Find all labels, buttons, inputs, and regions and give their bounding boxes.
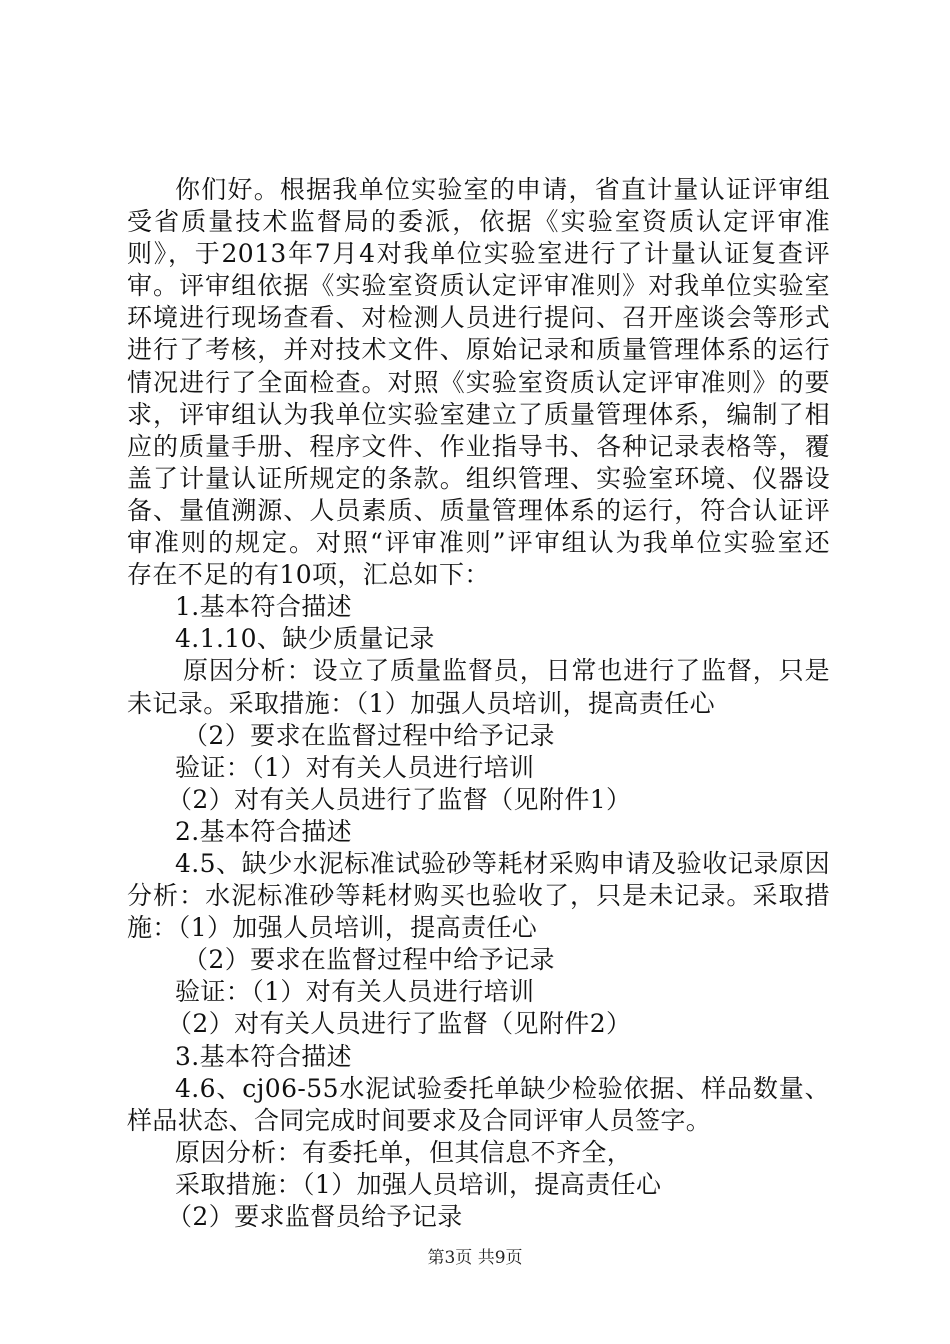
text-line: 受省质量技术监督局的委派，依据《实验室资质认定评审准 <box>127 207 830 237</box>
text-line: 审准则的规定。对照“评审准则”评审组认为我单位实验室还 <box>127 528 830 558</box>
text-line: 未记录。采取措施：（1）加强人员培训，提高责任心 <box>127 688 716 718</box>
text-line: 你们好。根据我单位实验室的申请，省直计量认证评审组 <box>175 175 830 204</box>
text-line: 样品状态、合同完成时间要求及合同评审人员签字。 <box>127 1105 712 1135</box>
text-line: 验证：（1）对有关人员进行培训 <box>175 752 535 782</box>
text-line: （2）要求监督员给予记录 <box>167 1202 463 1231</box>
text-line: 则》，于2013年7月4对我单位实验室进行了计量认证复查评 <box>127 239 830 269</box>
text-line: （2）要求在监督过程中给予记录 <box>183 945 555 975</box>
text-line: 3.基本符合描述 <box>175 1041 353 1071</box>
text-line: 原因分析：设立了质量监督员，日常也进行了监督，只是 <box>183 656 830 686</box>
document-body <box>127 174 830 1233</box>
text-line: 施：（1）加强人员培训，提高责任心 <box>127 913 538 943</box>
text-line: 2.基本符合描述 <box>175 816 353 846</box>
text-line: 4.1.10、缺少质量记录 <box>175 624 435 654</box>
text-line: （2）要求在监督过程中给予记录 <box>183 720 555 750</box>
text-line: 情况进行了全面检查。对照《实验室资质认定评审准则》的要 <box>127 367 830 397</box>
text-line: （2）对有关人员进行了监督（见附件1） <box>167 784 632 814</box>
text-line: 1.基本符合描述 <box>175 592 353 622</box>
text-line: 分析：水泥标准砂等耗材购买也验收了，只是未记录。采取措 <box>127 881 830 911</box>
text-line: 4.5、缺少水泥标准试验砂等耗材采购申请及验收记录原因 <box>175 848 830 878</box>
text-line: 应的质量手册、程序文件、作业指导书、各种记录表格等，覆 <box>127 431 830 461</box>
text-line: 进行了考核，并对技术文件、原始记录和质量管理体系的运行 <box>127 335 830 365</box>
text-line: 求，评审组认为我单位实验室建立了质量管理体系，编制了相 <box>127 399 830 429</box>
text-line: 4.6、cj06-55水泥试验委托单缺少检验依据、样品数量、 <box>175 1073 830 1103</box>
text-line: 原因分析：有委托单，但其信息不齐全， <box>175 1137 633 1167</box>
text-line: 环境进行现场查看、对检测人员进行提问、召开座谈会等形式 <box>127 303 830 333</box>
text-line: 验证：（1）对有关人员进行培训 <box>175 977 535 1007</box>
page-footer: 第3页 共9页 <box>427 1248 523 1268</box>
text-line: 审。评审组依据《实验室资质认定评审准则》对我单位实验室 <box>127 271 830 301</box>
text-line: （2）对有关人员进行了监督（见附件2） <box>167 1009 632 1039</box>
text-line: 盖了计量认证所规定的条款。组织管理、实验室环境、仪器设 <box>127 463 830 493</box>
text-line: 采取措施：（1）加强人员培训，提高责任心 <box>175 1169 662 1199</box>
text-line: 备、量值溯源、人员素质、质量管理体系的运行，符合认证评 <box>127 495 830 525</box>
text-line: 存在不足的有10项，汇总如下： <box>127 560 490 590</box>
